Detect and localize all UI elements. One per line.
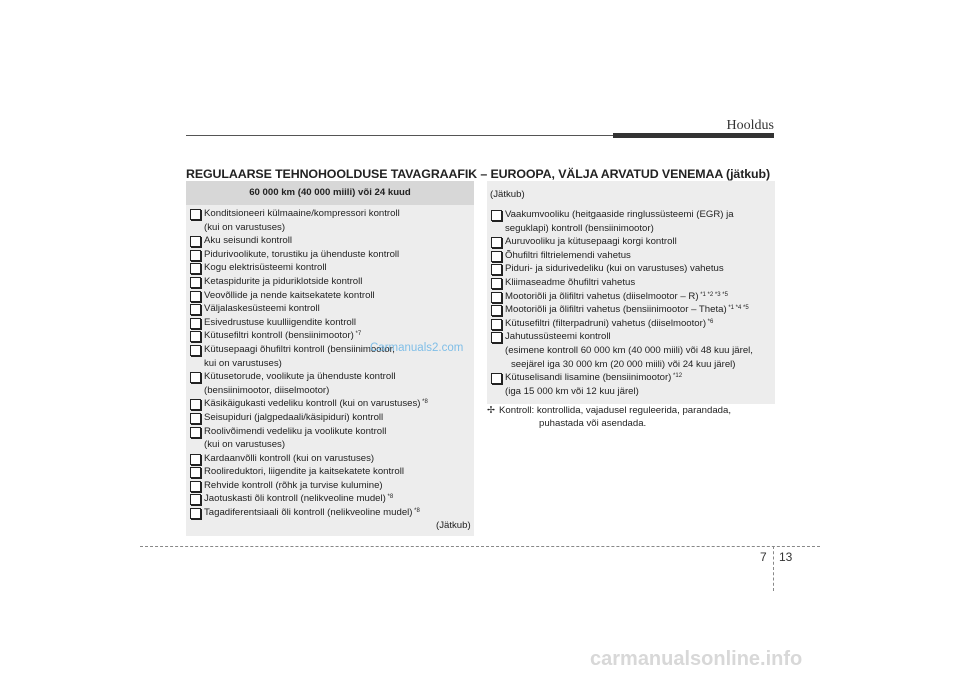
checklist-item — [490, 262, 775, 276]
checklist-item — [189, 425, 474, 452]
checkbox-icon — [190, 454, 201, 465]
item-text-continued: (esimene kontroll 60 000 km (40 000 miili) või 48 kuu järel, — [505, 344, 753, 356]
footnote-ref: *8 — [420, 399, 428, 406]
item-text: Esivedrustuse kuulliigendite kontroll — [204, 316, 356, 328]
checklist-item — [490, 249, 775, 263]
item-text: Kardaanvõlli kontroll (kui on varustuses) — [204, 452, 375, 464]
checkbox-icon — [491, 237, 502, 248]
item-text: Tagadiferentsiaali õli kontroll (nelikveoline mudel) — [204, 507, 413, 519]
checkbox-icon — [190, 481, 201, 492]
checkbox-icon — [190, 427, 201, 438]
note-line-2: puhastada või asendada. — [539, 418, 647, 429]
checklist-item — [490, 317, 775, 331]
item-text: Jahutussüsteemi kontroll — [505, 331, 611, 343]
checkbox-icon — [190, 236, 201, 247]
watermark: Carmanuals2.com — [370, 342, 464, 354]
item-text: Jaotuskasti õli kontroll (nelikveoline mudel) — [204, 493, 386, 505]
checkbox-icon — [190, 318, 201, 329]
checkbox-icon — [190, 345, 201, 356]
checklist-item — [189, 506, 474, 520]
checklist-item — [189, 234, 474, 248]
item-text-continued: seguklapi) kontroll (bensiinimootor) — [505, 222, 654, 234]
checkbox-icon — [491, 332, 502, 343]
item-text: Väljalaskesüsteemi kontroll — [204, 303, 320, 315]
checklist-item — [189, 275, 474, 289]
checkbox-icon — [491, 319, 502, 330]
section-title: Hooldus — [726, 118, 774, 133]
footnote-ref: *7 — [353, 331, 362, 338]
checklist-item — [189, 370, 474, 397]
header-bar — [613, 133, 774, 138]
checklist-item — [189, 302, 474, 316]
right-continued: (Jätkub) — [490, 189, 525, 200]
footnote-ref: *8 — [412, 508, 420, 515]
item-text-continued: kui on varustuses) — [204, 357, 282, 369]
item-text: Veovõllide ja nende kaitsekatete kontroll — [204, 289, 375, 301]
chapter-number: 7 — [760, 550, 767, 564]
item-text: Seisupiduri (jalgpedaali/käsipiduri) kontroll — [204, 411, 384, 423]
checkbox-icon — [190, 291, 201, 302]
item-text: Kütusepaagi õhufiltri kontroll (bensiinimootor, — [204, 343, 395, 355]
checkbox-icon — [491, 264, 502, 275]
item-text: Roolivõimendi vedeliku ja voolikute kontroll — [204, 425, 387, 437]
item-text-continued: (bensiinimootor, diiselmootor) — [204, 384, 330, 396]
item-text: Vaakumvooliku (heitgaaside ringlussüsteemi (EGR) ja — [505, 209, 734, 220]
item-text: Rehvide kontroll (rõhk ja turvise kulumine) — [204, 479, 383, 491]
checkbox-icon — [190, 372, 201, 383]
checklist-item — [189, 492, 474, 506]
item-text-continued: (iga 15 000 km või 12 kuu järel) — [505, 385, 639, 397]
checkbox-icon — [491, 210, 502, 221]
checklist-item — [189, 289, 474, 303]
checklist-item — [490, 208, 775, 235]
item-text: Kütuselisandi lisamine (bensiinimootor) — [505, 372, 672, 384]
checklist-item — [490, 235, 775, 249]
checkbox-icon — [190, 250, 201, 261]
checkbox-icon — [491, 305, 502, 316]
checklist-item — [189, 411, 474, 425]
checkbox-icon — [190, 209, 201, 220]
item-text: Piduri- ja sidurivedeliku (kui on varustuses) vahetus — [505, 263, 724, 275]
checkbox-icon — [190, 331, 201, 342]
item-text: Konditsioneeri külmaaine/kompressori kontroll — [204, 208, 400, 219]
item-text: Pidurivoolikute, torustiku ja ühenduste kontroll — [204, 248, 400, 260]
item-text: Auruvooliku ja kütusepaagi korgi kontroll — [505, 236, 677, 248]
note-symbol-icon: ✢ — [487, 405, 496, 416]
item-text: Mootoriõli ja õlifiltri vahetus (bensiinimootor – Theta) — [505, 304, 727, 316]
item-text-continued: (kui on varustuses) — [204, 221, 286, 233]
checklist-item — [189, 248, 474, 262]
item-text: Aku seisundi kontroll — [204, 235, 292, 247]
checklist-item — [189, 479, 474, 493]
checklist-item — [189, 452, 474, 466]
checkbox-icon — [491, 373, 502, 384]
checkbox-icon — [491, 292, 502, 303]
page-divider — [773, 546, 774, 591]
checklist-item — [490, 371, 775, 398]
left-panel-heading: 60 000 km (40 000 miili) või 24 kuud — [186, 181, 474, 205]
left-continued: (Jätkub) — [436, 520, 471, 531]
item-text: Kliimaseadme õhufiltri vahetus — [505, 276, 636, 288]
footnote-ref: *1 *4 *5 — [726, 305, 749, 312]
footer-site: carmanualsonline.info — [590, 648, 803, 670]
footnote-ref: *12 — [671, 373, 683, 380]
footnote-ref: *8 — [385, 494, 394, 501]
checkbox-icon — [190, 467, 201, 478]
item-text: Kütusefiltri (filterpadruni) vahetus (diiselmootor) — [505, 317, 707, 329]
item-text: Kütusefiltri kontroll (bensiinimootor) — [204, 330, 354, 342]
page-number: 13 — [779, 550, 793, 564]
checklist-item — [490, 276, 775, 290]
note-line-1: Kontroll: kontrollida, vajadusel reguleerida, parandada, — [499, 405, 731, 416]
checklist-item — [490, 330, 775, 371]
left-checklist — [189, 207, 474, 520]
checkbox-icon — [190, 263, 201, 274]
item-text: Ketaspidurite ja piduriklotside kontroll — [204, 275, 363, 287]
item-text: Kogu elektrisüsteemi kontroll — [204, 262, 327, 274]
item-text: Kütusetorude, voolikute ja ühenduste kontroll — [204, 371, 396, 383]
item-text: Käsikäigukasti vedeliku kontroll (kui on varustuses) — [204, 398, 421, 410]
checklist-item — [490, 303, 775, 317]
item-text: Õhufiltri filtrielemendi vahetus — [505, 249, 631, 261]
right-checklist — [490, 208, 775, 398]
checklist-item — [189, 207, 474, 234]
footnote-ref: *6 — [706, 318, 714, 325]
checklist-item — [490, 290, 775, 304]
item-text: Mootoriõli ja õlifiltri vahetus (diiselmootor – R) — [505, 290, 699, 302]
checkbox-icon — [190, 413, 201, 424]
checklist-item — [189, 329, 474, 343]
checklist-item — [189, 397, 474, 411]
checklist-item — [189, 465, 474, 479]
note — [487, 404, 777, 430]
page-title: REGULAARSE TEHNOHOOLDUSE TAVAGRAAFIK – EUROOPA, VÄLJA ARVATUD VENEMAA (jätkub) — [186, 167, 770, 181]
header-rule — [186, 135, 613, 136]
footer-dashed-rule — [140, 546, 820, 547]
item-text: Roolireduktori, liigendite ja kaitsekatete kontroll — [204, 466, 404, 478]
checkbox-icon — [190, 277, 201, 288]
item-text-continued: seejärel iga 30 000 km (20 000 miili) või 24 kuu järel) — [511, 358, 736, 370]
checkbox-icon — [190, 494, 201, 505]
checkbox-icon — [190, 304, 201, 315]
footnote-ref: *1 *2 *3 *5 — [698, 291, 728, 298]
checkbox-icon — [190, 508, 201, 519]
checklist-item — [189, 316, 474, 330]
checkbox-icon — [491, 278, 502, 289]
checklist-item — [189, 261, 474, 275]
checkbox-icon — [491, 251, 502, 262]
checkbox-icon — [190, 399, 201, 410]
item-text-continued: (kui on varustuses) — [204, 439, 286, 451]
